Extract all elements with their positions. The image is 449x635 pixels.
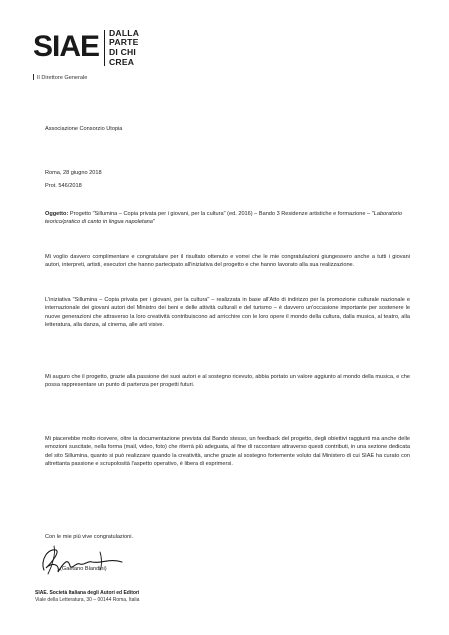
paragraph-3: Mi auguro che il progetto, grazie alla passione dei suoi autori e al sostegno ricevuto, abbia portato un valore aggiunto al mondo della musica, e che possa rappresentare un punto di partenza per progetti futuri. bbox=[45, 374, 410, 389]
logo-divider bbox=[104, 30, 105, 66]
letter-date: Roma, 28 giugno 2018 bbox=[45, 170, 102, 176]
department-label bbox=[33, 74, 87, 81]
protocol-number: Prot. 546/2018 bbox=[45, 183, 82, 189]
logo-tagline bbox=[109, 27, 139, 69]
footer-organization: SIAE. Società Italiana degli Autori ed Editori bbox=[35, 590, 140, 596]
paragraph-2: L'iniziativa "Sillumina – Copia privata per i giovani, per la cultura" – realizzata in base all'Atto di indirizzo per la promozione culturale nazionale e internazionale dei giovani autori del Ministro dei beni e delle attività culturali e del turismo – è davvero un'occasione importante per sostenere le nuove generazioni che attraverso la loro creatività contribuiscono ad arricchire con le loro opere il mondo della cultura, dalla musica, al teatro, alla letteratura, alla danza, al cinema, alle arti visive. bbox=[45, 297, 410, 328]
tagline-line-4: CREA bbox=[109, 56, 135, 67]
paragraph-4: Mi piacerebbe molto ricevere, oltre la documentazione prevista dal Bando stesso, un feedback del progetto, degli obiettivi raggiunti ma anche delle emozioni suscitate, nella forma (mail, video, foto) che riterrà più adeguata, al fine di raccontare attraverso questi contributi, in una sezione dedicata del sito Sillumina, quanto si può realizzare quando la creatività, anche grazie al sostegno fortemente voluto dal Ministero di cui SIAE ha curato con altrettanta passione e scrupolosità l'aspetto operativo, è libera di esprimersi. bbox=[45, 436, 410, 467]
siae-logo bbox=[33, 27, 139, 69]
recipient: Associazione Consorzio Utopia bbox=[45, 126, 123, 132]
handwritten-signature bbox=[30, 540, 140, 580]
subject-text: Progetto "Sillumina – Copia privata per i giovani, per la cultura" (ed. 2016) – Bando 3 Residenze artistiche e formazione – bbox=[69, 211, 372, 217]
logo-mark: SIAE bbox=[33, 30, 100, 63]
footer-address: Viale della Letteratura, 30 – 00144 Roma, Italia bbox=[35, 597, 140, 603]
department-divider bbox=[33, 74, 34, 80]
subject-label: Oggetto: bbox=[45, 211, 69, 217]
department-text: Il Direttore Generale bbox=[37, 75, 88, 81]
tagline-line-3: DI CHI bbox=[109, 47, 137, 57]
tagline-line-1: DALLA bbox=[109, 27, 140, 38]
closing-line: Con le mie più vive congratulazioni. bbox=[45, 534, 133, 540]
paragraph-1: Mi voglio davvero complimentare e congratulare per il risultato ottenuto e vorrei che le mie congratulazioni giungessero anche a tutti i giovani autori, interpreti, artisti, esecutori che hanno partecipato all'iniziativa del progetto e che hanno lavorato alla sua realizzazione. bbox=[45, 254, 410, 269]
signer-name: (Gaetano Blandini) bbox=[60, 566, 107, 572]
subject-line bbox=[45, 210, 415, 227]
subject-italic: "Laboratorio teorico/pratico di canto in lingua napoletana" bbox=[45, 211, 403, 226]
tagline-line-2: PARTE bbox=[109, 37, 139, 48]
